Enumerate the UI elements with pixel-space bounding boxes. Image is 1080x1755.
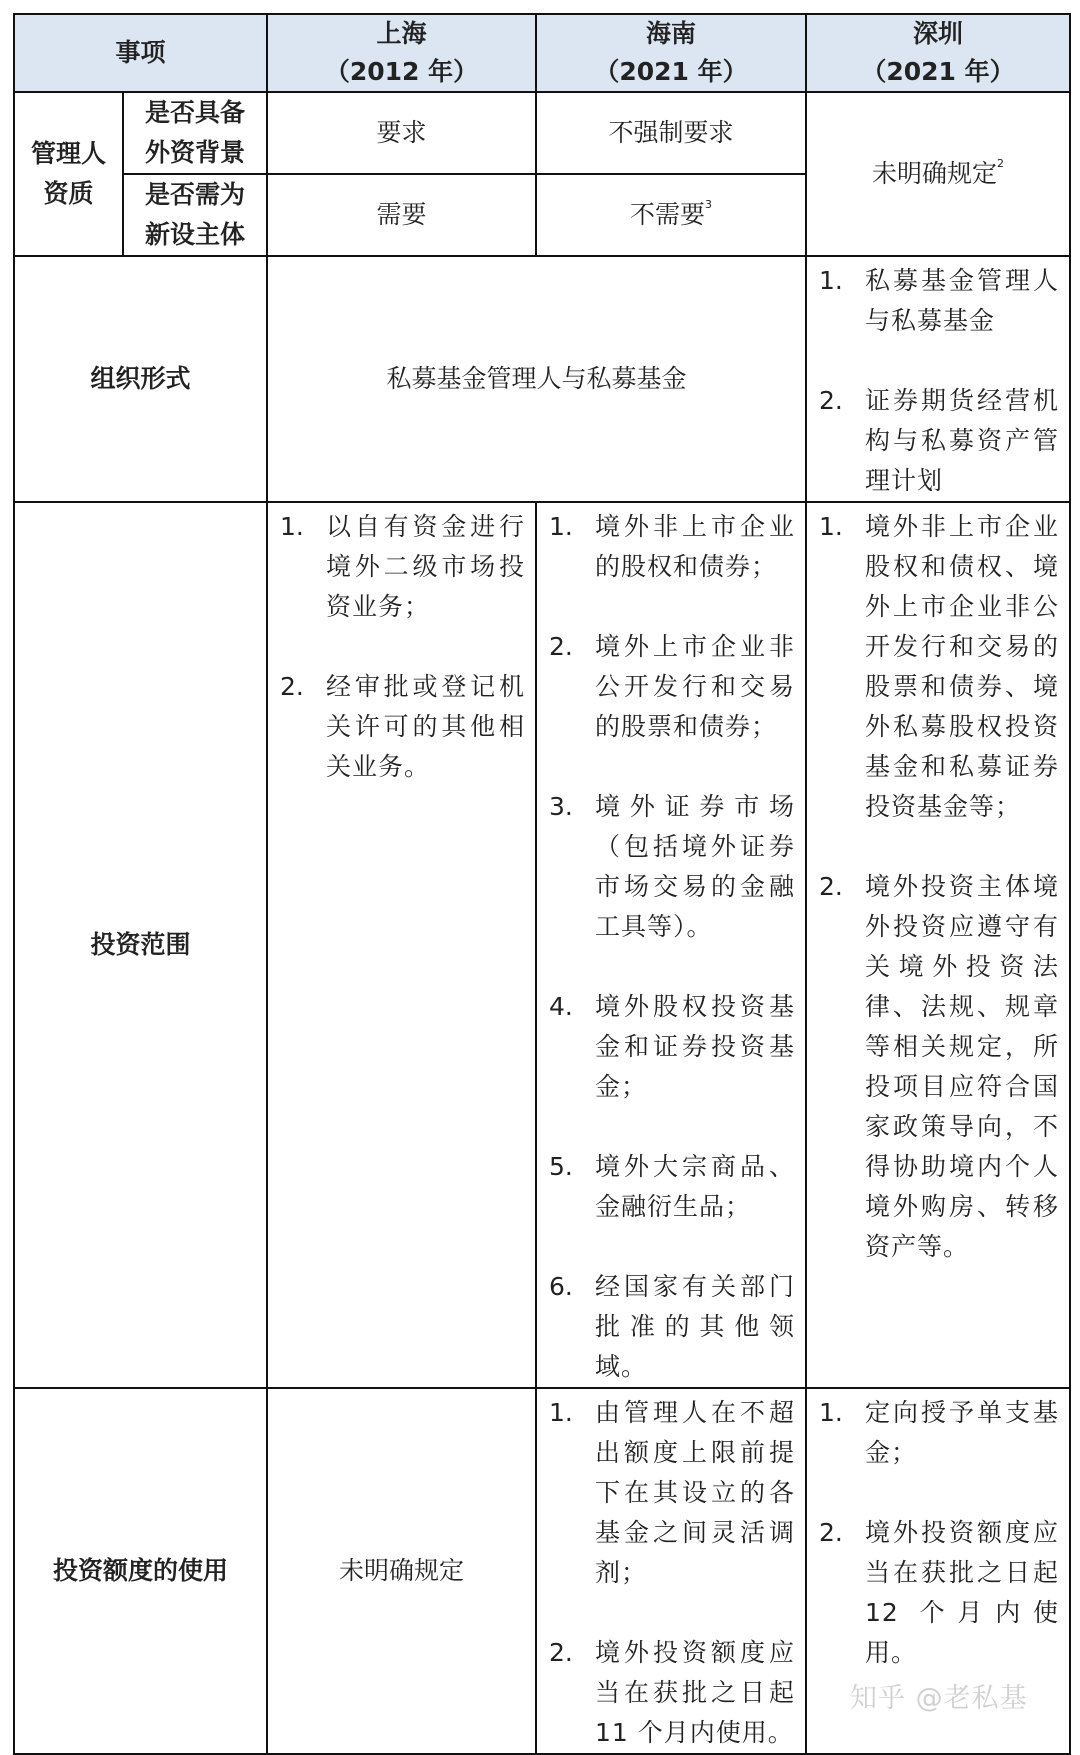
item-number: 2. xyxy=(280,672,304,701)
cell-text: 未明确规定 xyxy=(872,159,998,188)
header-item: 事项 xyxy=(14,14,267,92)
foreign-background-label: 是否具备外资背景 xyxy=(123,92,267,174)
header-year: （2012 年） xyxy=(324,57,479,86)
new-entity-label: 是否需为新设主体 xyxy=(123,174,267,256)
item-text: 以自有资金进行境外二级市场投资业务； xyxy=(326,512,526,621)
cell-text: 不需要 xyxy=(630,200,706,229)
footnote-mark: 3 xyxy=(705,198,713,211)
item-number: 1. xyxy=(819,1398,843,1427)
header-city: 上海 xyxy=(376,19,427,48)
item-number: 2. xyxy=(549,632,573,661)
scope-shanghai xyxy=(267,502,536,1388)
list-item xyxy=(819,1513,1059,1673)
item-text: 私募基金管理人与私募基金 xyxy=(865,266,1060,335)
quota-label: 投资额度的使用 xyxy=(14,1388,267,1754)
list-item xyxy=(549,987,795,1107)
item-text: 境外上市企业非公开发行和交易的股票和债券； xyxy=(595,632,796,741)
list-item xyxy=(819,507,1059,827)
item-number: 2. xyxy=(549,1638,573,1667)
qualification-row-1 xyxy=(14,92,1070,174)
item-text: 境外证券市场（包括境外证券市场交易的金融工具等）。 xyxy=(595,792,796,941)
quota-hainan xyxy=(536,1388,806,1754)
scope-row xyxy=(14,502,1070,1388)
header-shenzhen xyxy=(806,14,1070,92)
item-text: 境外投资额度应当在获批之日起 11 个月内使用。 xyxy=(595,1638,796,1747)
qualification-label: 管理人资质 xyxy=(14,92,123,256)
comparison-table xyxy=(13,13,1071,1755)
item-number: 1. xyxy=(819,512,843,541)
item-number: 2. xyxy=(819,872,843,901)
watermark: 知乎 @老私基 xyxy=(850,1683,1028,1714)
list-item xyxy=(819,1393,1059,1473)
hainan-new-entity xyxy=(536,174,806,256)
item-number: 5. xyxy=(549,1152,573,1181)
list-item xyxy=(549,1633,795,1753)
scope-label: 投资范围 xyxy=(14,502,267,1388)
quota-shanghai: 未明确规定 xyxy=(267,1388,536,1754)
item-text: 境外大宗商品、金融衍生品； xyxy=(595,1152,796,1221)
list-item xyxy=(819,867,1059,1267)
shenzhen-qualification xyxy=(806,92,1070,256)
scope-hainan xyxy=(536,502,806,1388)
org-row xyxy=(14,256,1070,502)
header-year: （2021 年） xyxy=(594,57,748,86)
org-shanghai-hainan: 私募基金管理人与私募基金 xyxy=(267,256,806,502)
shanghai-foreign-background: 要求 xyxy=(267,92,536,174)
header-city: 深圳 xyxy=(913,19,964,48)
shanghai-new-entity: 需要 xyxy=(267,174,536,256)
scope-shenzhen xyxy=(806,502,1070,1388)
item-text: 经审批或登记机关许可的其他相关业务。 xyxy=(326,672,526,781)
item-text: 境外投资主体境外投资应遵守有关境外投资法律、法规、规章等相关规定，所投项目应符合国家政策导向，不得协助境内个人境外购房、转移资产等。 xyxy=(865,872,1060,1261)
org-label: 组织形式 xyxy=(14,256,267,502)
item-text: 境外股权投资基金和证券投资基金； xyxy=(595,992,796,1101)
list-item xyxy=(549,627,795,747)
item-text: 境外非上市企业的股权和债券； xyxy=(595,512,796,581)
list-item xyxy=(549,507,795,587)
list-item xyxy=(280,507,525,627)
item-text: 经国家有关部门批准的其他领域。 xyxy=(595,1272,796,1381)
item-number: 1. xyxy=(280,512,304,541)
item-text: 境外非上市企业股权和债权、境外上市企业非公开发行和交易的股票和债券、境外私募股权投资基金和私募证券投资基金等； xyxy=(865,512,1060,821)
header-hainan xyxy=(536,14,806,92)
item-number: 2. xyxy=(819,1518,843,1547)
list-item xyxy=(549,1147,795,1227)
item-text: 证券期货经营机构与私募资产管理计划 xyxy=(865,386,1060,495)
hainan-foreign-background: 不强制要求 xyxy=(536,92,806,174)
item-number: 6. xyxy=(549,1272,573,1301)
header-city: 海南 xyxy=(646,19,697,48)
list-item xyxy=(549,1267,795,1387)
list-item: 2. 证券期货经营机构与私募资产管理计划 xyxy=(819,381,1059,501)
list-item xyxy=(549,787,795,947)
item-text: 境外投资额度应当在获批之日起 12 个月内使用。 xyxy=(865,1518,1060,1667)
item-number: 3. xyxy=(549,792,573,821)
item-number: 4. xyxy=(549,992,573,1021)
item-number: 1. xyxy=(549,512,573,541)
list-item xyxy=(280,667,525,787)
header-year: （2021 年） xyxy=(861,57,1015,86)
list-item: 1. 私募基金管理人与私募基金 xyxy=(819,261,1059,341)
header-shanghai xyxy=(267,14,536,92)
org-shenzhen xyxy=(806,256,1070,502)
item-text: 由管理人在不超出额度上限前提下在其设立的各基金之间灵活调剂； xyxy=(595,1398,796,1587)
item-number: 1. xyxy=(549,1398,573,1427)
footnote-mark: 2 xyxy=(997,157,1005,170)
list-item xyxy=(549,1393,795,1593)
header-row xyxy=(14,14,1070,92)
item-text: 定向授予单支基金； xyxy=(865,1398,1060,1467)
